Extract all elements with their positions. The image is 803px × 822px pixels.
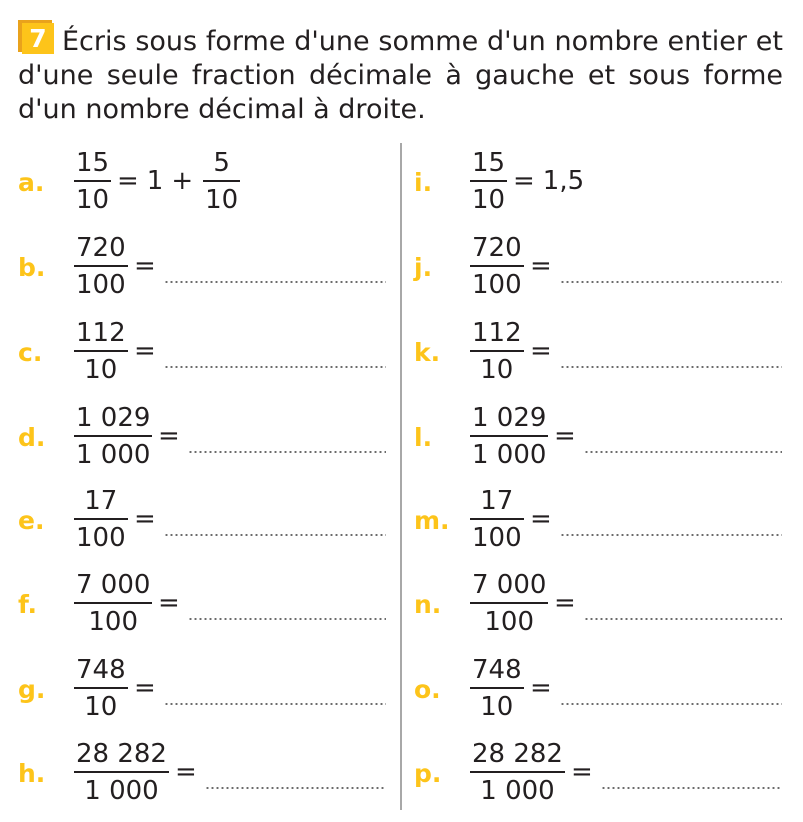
fraction-denominator: 1 000: [84, 776, 159, 806]
expression-rest: [134, 336, 386, 368]
expression-rest: [530, 336, 782, 368]
answer-fraction: [203, 146, 240, 218]
equals-sign: =: [554, 588, 576, 618]
exercise-row: [18, 231, 386, 311]
equals-sign: =: [134, 504, 156, 534]
answer-whole: 1: [146, 166, 164, 196]
fraction-denominator: 10: [76, 185, 110, 215]
item-label: n.: [414, 590, 442, 619]
equals-sign: =: [530, 251, 552, 281]
fraction: [470, 653, 524, 725]
fraction-denominator: 100: [484, 607, 535, 637]
fraction: [470, 737, 565, 809]
expression-rest: [134, 673, 386, 705]
fraction: [470, 146, 507, 218]
equals-sign: =: [530, 336, 552, 366]
fraction: [74, 568, 152, 640]
answer-blank-line[interactable]: [560, 703, 782, 705]
equals-sign: =: [134, 251, 156, 281]
fraction-denominator: 10: [472, 185, 506, 215]
exercise-row: [414, 401, 782, 481]
expression-rest: [175, 757, 386, 789]
equals-sign: =: [530, 504, 552, 534]
answer-blank-line[interactable]: [205, 787, 386, 789]
item-label: j.: [414, 253, 433, 282]
answer-numerator: 5: [213, 148, 230, 178]
answer-blank-line[interactable]: [164, 703, 386, 705]
expression-rest: [117, 148, 240, 218]
item-label: b.: [18, 253, 46, 282]
item-label: a.: [18, 168, 45, 197]
fraction-denominator: 1 000: [472, 440, 547, 470]
expression-rest: [530, 504, 782, 536]
exercise-row: [414, 484, 782, 564]
fraction-denominator: 100: [76, 270, 126, 300]
fraction-denominator: 10: [480, 692, 514, 722]
fraction: [74, 231, 128, 303]
expression-rest: [134, 251, 386, 283]
answer-blank-line[interactable]: [188, 618, 386, 620]
equals-sign: =: [158, 588, 180, 618]
item-label: p.: [414, 759, 442, 788]
fraction-denominator: 100: [76, 523, 126, 553]
expression-rest: [530, 251, 782, 283]
item-label: f.: [18, 590, 38, 619]
expression-rest: [158, 588, 386, 620]
exercise-instruction: Écris sous forme d'une somme d'un nombre entier et d'une seule fraction décimale à gauche et sous forme d'un nombre décimal à droite.: [18, 26, 783, 125]
fraction-numerator: 112: [472, 318, 522, 348]
expression-rest: [554, 588, 782, 620]
equals-sign: =: [571, 757, 593, 787]
fraction-numerator: 112: [76, 318, 126, 348]
exercise-row: [414, 231, 782, 311]
fraction-numerator: 748: [76, 655, 126, 685]
column-divider: [400, 143, 402, 810]
fraction: [74, 146, 111, 218]
fraction-denominator: 100: [88, 607, 139, 637]
equals-sign: =: [530, 673, 552, 703]
fraction-numerator: 1 029: [472, 403, 547, 433]
exercise-row: [18, 316, 386, 396]
answer-blank-line[interactable]: [584, 618, 782, 620]
item-label: g.: [18, 675, 46, 704]
expression-rest: [571, 757, 782, 789]
exercise-row: [18, 653, 386, 733]
answer-blank-line[interactable]: [188, 451, 386, 453]
exercise-row: [18, 737, 386, 817]
expression-rest: [530, 673, 782, 705]
fraction-denominator: 10: [84, 355, 118, 385]
fraction-numerator: 7 000: [76, 570, 151, 600]
equals-sign: =: [158, 421, 180, 451]
fraction-numerator: 15: [76, 148, 110, 178]
item-label: m.: [414, 506, 450, 535]
answer-denominator: 10: [205, 185, 239, 215]
exercise-row: [18, 568, 386, 648]
equals-sign: =: [117, 166, 139, 196]
fraction: [74, 401, 152, 473]
fraction-denominator: 100: [472, 523, 522, 553]
item-label: h.: [18, 759, 46, 788]
fraction-numerator: 15: [472, 148, 506, 178]
answer-blank-line[interactable]: [164, 281, 386, 283]
fraction: [74, 316, 128, 388]
equals-sign: =: [134, 673, 156, 703]
fraction: [74, 484, 128, 556]
fraction: [470, 316, 524, 388]
exercise-row: [18, 401, 386, 481]
expression-rest: [513, 166, 584, 196]
fraction-denominator: 1 000: [480, 776, 555, 806]
fraction-numerator: 1 029: [76, 403, 151, 433]
item-label: k.: [414, 338, 441, 367]
fraction-numerator: 28 282: [76, 739, 167, 769]
fraction-numerator: 28 282: [472, 739, 563, 769]
plus-sign: +: [171, 166, 194, 196]
item-label: e.: [18, 506, 45, 535]
exercise-number-badge: [18, 20, 54, 54]
fraction-denominator: 100: [472, 270, 522, 300]
exercise-row: [414, 568, 782, 648]
answer-blank-line[interactable]: [584, 451, 782, 453]
expression-rest: [158, 421, 386, 453]
item-label: l.: [414, 423, 433, 452]
fraction: [74, 653, 128, 725]
fraction: [470, 231, 524, 303]
exercise-row: [414, 653, 782, 733]
exercise-row: [18, 146, 386, 226]
answer-blank-line[interactable]: [601, 787, 782, 789]
answer-blank-line[interactable]: [560, 281, 782, 283]
fraction-denominator: 1 000: [76, 440, 151, 470]
answer-blank-line[interactable]: [164, 366, 386, 368]
answer-blank-line[interactable]: [560, 534, 782, 536]
item-label: i.: [414, 168, 433, 197]
equals-sign: =: [134, 336, 156, 366]
exercise-row: [18, 484, 386, 564]
expression-rest: [134, 504, 386, 536]
item-label: d.: [18, 423, 46, 452]
fraction-numerator: 17: [480, 486, 514, 516]
answer-value: 1,5: [542, 166, 585, 196]
equals-sign: =: [554, 421, 576, 451]
exercise-header: [18, 20, 783, 127]
equals-sign: =: [513, 166, 535, 196]
expression-rest: [554, 421, 782, 453]
fraction-numerator: 720: [472, 233, 522, 263]
fraction: [470, 484, 524, 556]
fraction-denominator: 10: [480, 355, 514, 385]
fraction-numerator: 748: [472, 655, 522, 685]
fraction-numerator: 720: [76, 233, 126, 263]
answer-blank-line[interactable]: [164, 534, 386, 536]
answer-blank-line[interactable]: [560, 366, 782, 368]
item-label: c.: [18, 338, 43, 367]
fraction: [470, 568, 548, 640]
fraction: [470, 401, 548, 473]
exercise-row: [414, 146, 782, 226]
item-label: o.: [414, 675, 441, 704]
fraction-denominator: 10: [84, 692, 118, 722]
exercise-row: [414, 316, 782, 396]
fraction-numerator: 7 000: [472, 570, 547, 600]
equals-sign: =: [175, 757, 197, 787]
fraction: [74, 737, 169, 809]
exercise-number: 7: [22, 23, 54, 54]
fraction-numerator: 17: [84, 486, 118, 516]
exercise-row: [414, 737, 782, 817]
